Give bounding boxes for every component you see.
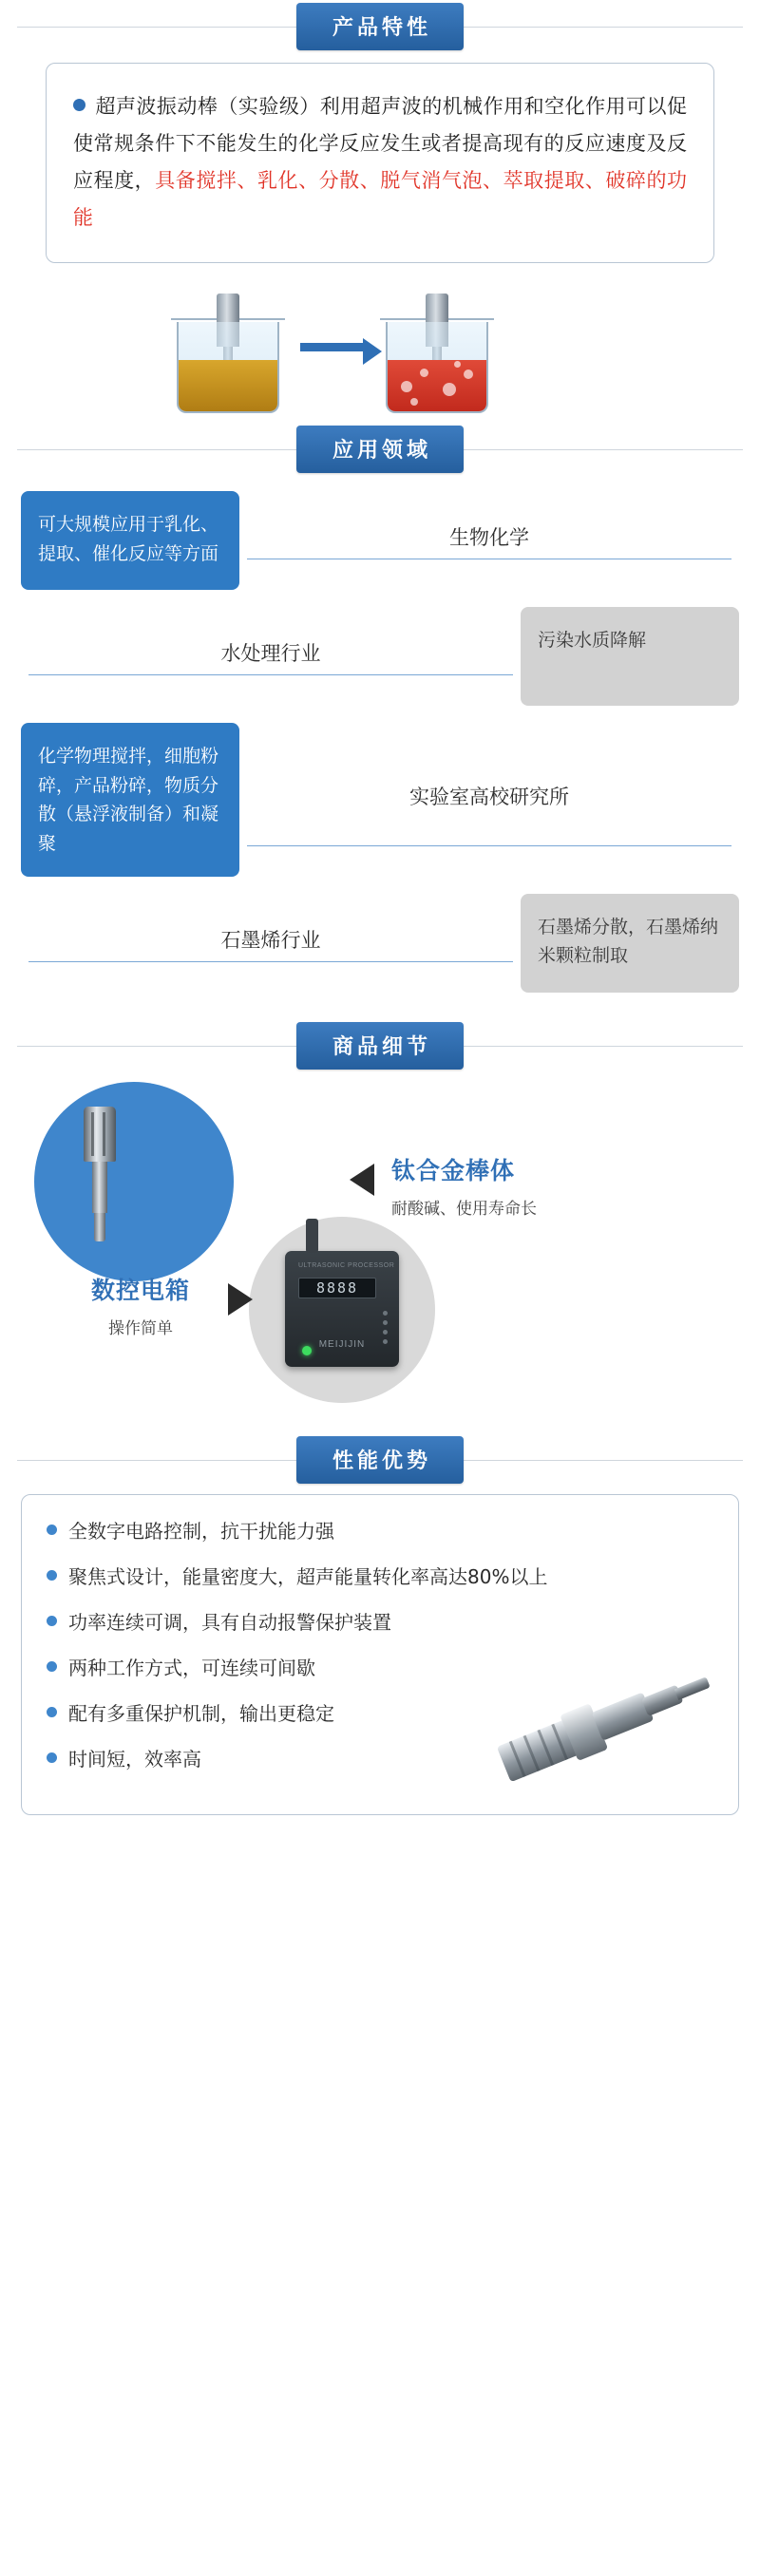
- feature-intro-highlight: 具备搅拌、乳化、分散、脱气消气泡、萃取提取、破碎的功能: [73, 168, 688, 229]
- detail-subtitle: 耐酸碱、使用寿命长: [391, 1199, 537, 1219]
- application-label: [239, 491, 739, 590]
- bullet-icon: [47, 1525, 57, 1535]
- horn-head: [84, 1107, 116, 1162]
- advantage-text: 全数字电路控制，抗干扰能力强: [68, 1519, 334, 1543]
- detail-caption-generator: [55, 1272, 226, 1338]
- application-row: [21, 607, 739, 706]
- bullet-icon: [47, 1616, 57, 1626]
- application-box: 可大规模应用于乳化、提取、催化反应等方面: [21, 491, 239, 590]
- advantage-text: 聚焦式设计，能量密度大，超声能量转化率高达80%以上: [68, 1564, 548, 1588]
- section-title-applications: 应用领域: [296, 426, 464, 473]
- advantage-text: 两种工作方式，可连续可间歇: [68, 1656, 315, 1679]
- advantage-text: 功率连续可调，具有自动报警保护装置: [68, 1610, 391, 1634]
- application-label: [239, 723, 739, 877]
- section-header-advantages: [0, 1433, 760, 1487]
- bullet-icon: [73, 99, 86, 111]
- advantages-card: [21, 1494, 739, 1815]
- process-arrow-icon: [300, 343, 363, 351]
- beaker-liquid-gold: [179, 360, 277, 411]
- section-title-details: 商品细节: [296, 1022, 464, 1070]
- generator-brand: MEIJIJIN: [318, 1338, 366, 1350]
- power-led-icon: [302, 1346, 312, 1355]
- detail-subtitle: 操作简单: [108, 1318, 173, 1338]
- application-label-text: 生物化学: [449, 526, 529, 550]
- application-row: [21, 491, 739, 590]
- bullet-icon: [47, 1570, 57, 1581]
- application-label-text: 石墨烯行业: [220, 928, 321, 952]
- after-beaker: [380, 294, 494, 413]
- generator-cable: [306, 1219, 318, 1253]
- application-box: 化学物理搅拌，细胞粉碎，产品粉碎，物质分散（悬浮液制备）和凝聚: [21, 723, 239, 877]
- application-label-text: 水处理行业: [220, 642, 321, 666]
- application-label-text: 实验室高校研究所: [409, 786, 569, 809]
- detail-title: 钛合金棒体: [391, 1156, 516, 1184]
- horn-tip: [94, 1213, 105, 1241]
- feature-intro-card: [46, 63, 714, 263]
- application-box: 石墨烯分散，石墨烯纳米颗粒制取: [521, 894, 739, 993]
- application-row: [21, 723, 739, 877]
- application-box: 污染水质降解: [521, 607, 739, 706]
- section-header-features: [0, 0, 760, 53]
- generator-display: 8888: [298, 1278, 376, 1298]
- generator-icon: [285, 1251, 399, 1367]
- beaker-body: [386, 322, 488, 413]
- bullet-icon: [47, 1707, 57, 1717]
- applications-list: [0, 476, 760, 1019]
- beaker-body: [177, 322, 279, 413]
- detail-title: 数控电箱: [90, 1276, 190, 1304]
- application-row: [21, 894, 739, 993]
- list-item: [47, 1653, 713, 1680]
- list-item: [47, 1698, 713, 1726]
- advantage-text: 时间短，效率高: [68, 1747, 201, 1771]
- beaker-illustration: [0, 280, 760, 423]
- bullet-icon: [47, 1752, 57, 1763]
- product-details: [0, 1072, 760, 1433]
- before-beaker: [171, 294, 285, 413]
- advantage-text: 配有多重保护机制，输出更稳定: [68, 1701, 334, 1725]
- bullet-icon: [47, 1661, 57, 1672]
- detail-caption-horn: [391, 1152, 537, 1219]
- list-item: [47, 1562, 713, 1589]
- titanium-horn-icon: [84, 1107, 116, 1240]
- section-header-applications: [0, 423, 760, 476]
- pointer-right-icon: [228, 1283, 253, 1316]
- application-label: [21, 894, 521, 993]
- feature-intro-part1: 超声波振动棒（实验级）利用超声波的机械作用和空化作用可以促使常规条件下不能发生的化学反应发生或者提高现有的反应速度及反应程度，: [73, 95, 687, 192]
- advantages-list: [47, 1516, 713, 1771]
- list-item: [47, 1607, 713, 1635]
- section-title-features: 产品特性: [296, 3, 464, 50]
- pointer-left-icon: [350, 1164, 374, 1196]
- list-item: [47, 1516, 713, 1544]
- feature-intro-text: [73, 88, 687, 236]
- generator-topline: ULTRASONIC PROCESSOR: [298, 1261, 395, 1269]
- horn-neck: [92, 1162, 107, 1213]
- titanium-horn-photo: [34, 1082, 234, 1281]
- section-header-details: [0, 1019, 760, 1072]
- list-item: [47, 1744, 713, 1771]
- application-label: [21, 607, 521, 706]
- section-title-advantages: 性能优势: [296, 1436, 464, 1484]
